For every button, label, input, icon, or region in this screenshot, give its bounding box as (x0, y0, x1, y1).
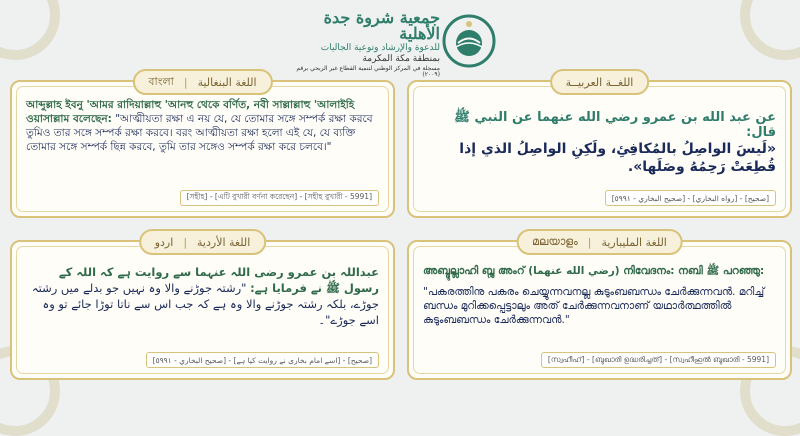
bengali-hadith-quote: "আত্মীয়তা রক্ষা এ নয় যে, যে তোমার সঙ্গে সম্পর্ক রক্ষা করবে তুমিও তার সঙ্গে সম্পর্ক রক্ষা করবে। বরং আত্মীয়তা রক্ষা হলো এই যে, যে ব্যক্তি তোমার সঙ্গে সম্পর্ক ছিন্ন করবে, তুমি তার সঙ্গেও সম্পর্ক রক্ষা করে চলবে।" (26, 113, 373, 153)
arabic-hadith-quote: «لَيسَ الواصِلُ بالمُكافِئِ، ولَكِنِ الواصِلُ الذي إذا قُطِعَتْ رَحِمُهُ وصَلَها». (459, 141, 776, 175)
org-logo-icon (442, 14, 496, 68)
bengali-tab (132, 69, 272, 95)
malayalam-narrator: അബ്ദുല്ലാഹി ബ്നു അംറ് (رضي الله عنهما) നിവേദനം: നബി ﷺ പറഞ്ഞു: (423, 265, 765, 277)
org-title: جمعية شروة جدة الأهلية (323, 8, 440, 43)
corner-ornament-top-left (0, 0, 60, 60)
bengali-tab-arabic: اللغة البنغالية (197, 75, 257, 89)
urdu-hadith-quote: "رشتہ جوڑنے والا وہ نہیں جو بدلے میں رشتہ جوڑے، بلکہ رشتہ جوڑنے والا وہ ہے کہ جب اس سے ناتا توڑا جائے تو وہ اسے جوڑے"۔ (31, 281, 379, 327)
org-subtitle: للدعوة والإرشاد وتوعية الجاليات (320, 43, 440, 53)
urdu-narrator: عبداللہ بن عمرو رضی اللہ عنہما سے روایت ہے کہ اللہ کے رسول ﷺ نے فرمایا ہے: (58, 265, 379, 295)
urdu-source: [صحیح] - [اسے امام بخاری نے روایت کیا ہے] - [صحيح البخاري - ٥٩٩١] (146, 352, 379, 368)
bengali-tab-native: বাংলা (148, 74, 174, 88)
malayalam-source: [സ്വഹീഹ്] - [ബുഖാരി ഉദ്ധരിച്ചത്] - [സ്വഹീഹുൽ ബുഖാരി - 5991] (541, 352, 776, 368)
arabic-narrator: عن عبد الله بن عمرو رضي الله عنهما عن النبي ﷺ قال: (454, 110, 776, 140)
arabic-text (423, 110, 776, 176)
bengali-card (10, 74, 395, 218)
bengali-narrator: আব্দুল্লাহ ইবনু 'আমর রাদিয়াল্লাহু 'আনহু থেকে বর্ণিত, নবী সাল্লাল্লাহু 'আলাইহি ওয়াসাল্লাম বলেছেন: (26, 99, 355, 125)
urdu-tab-arabic: اللغة الأردية (197, 235, 251, 249)
urdu-text (26, 264, 379, 328)
arabic-tab (550, 69, 650, 95)
urdu-card (10, 235, 395, 380)
urdu-tab (139, 229, 267, 255)
org-region: بمنطقة مكة المكرمة (362, 54, 440, 64)
org-name-block (290, 10, 440, 78)
corner-ornament-top-right (740, 0, 800, 60)
header (296, 6, 500, 86)
malayalam-tab (516, 229, 683, 255)
urdu-tab-native: اردو (154, 235, 174, 249)
bengali-source: [সহীহ] - [এটি বুখারী বর্ণনা করেছেন] - [সহীহ বুখারী - 5991] (180, 190, 379, 206)
malayalam-hadith-quote: "പകരത്തിനു പകരം ചെയ്യുന്നവനല്ല കുടുംബബന്ധം ചേർക്കുന്നവൻ. മറിച്ച് ബന്ധം മുറിക്കപ്പെട്ടാലും അത് ചേർക്കുന്നവനാണ് യഥാർത്ഥത്തിൽ കുടുംബബന്ധം ചേർക്കുന്നവൻ." (423, 286, 765, 326)
org-registration-note: مسجلة في المركز الوطني لتنمية القطاع غير الربحي برقم (٢٠٠٩) (296, 65, 440, 78)
tab-separator: | (183, 75, 188, 89)
malayalam-tab-arabic: اللغة المليبارية (601, 235, 667, 249)
malayalam-card (407, 235, 792, 380)
malayalam-tab-native: മലയാളം (532, 235, 578, 248)
arabic-card (407, 75, 792, 218)
arabic-tab-label: اللغــة العربيــة (565, 75, 634, 89)
malayalam-text (423, 264, 776, 327)
tab-separator: | (587, 235, 592, 249)
arabic-source: [صحيح] - [رواه البخاري] - [صحيح البخاري - ٥٩٩١] (605, 190, 776, 206)
tab-separator: | (183, 235, 188, 249)
bengali-text (26, 98, 379, 154)
